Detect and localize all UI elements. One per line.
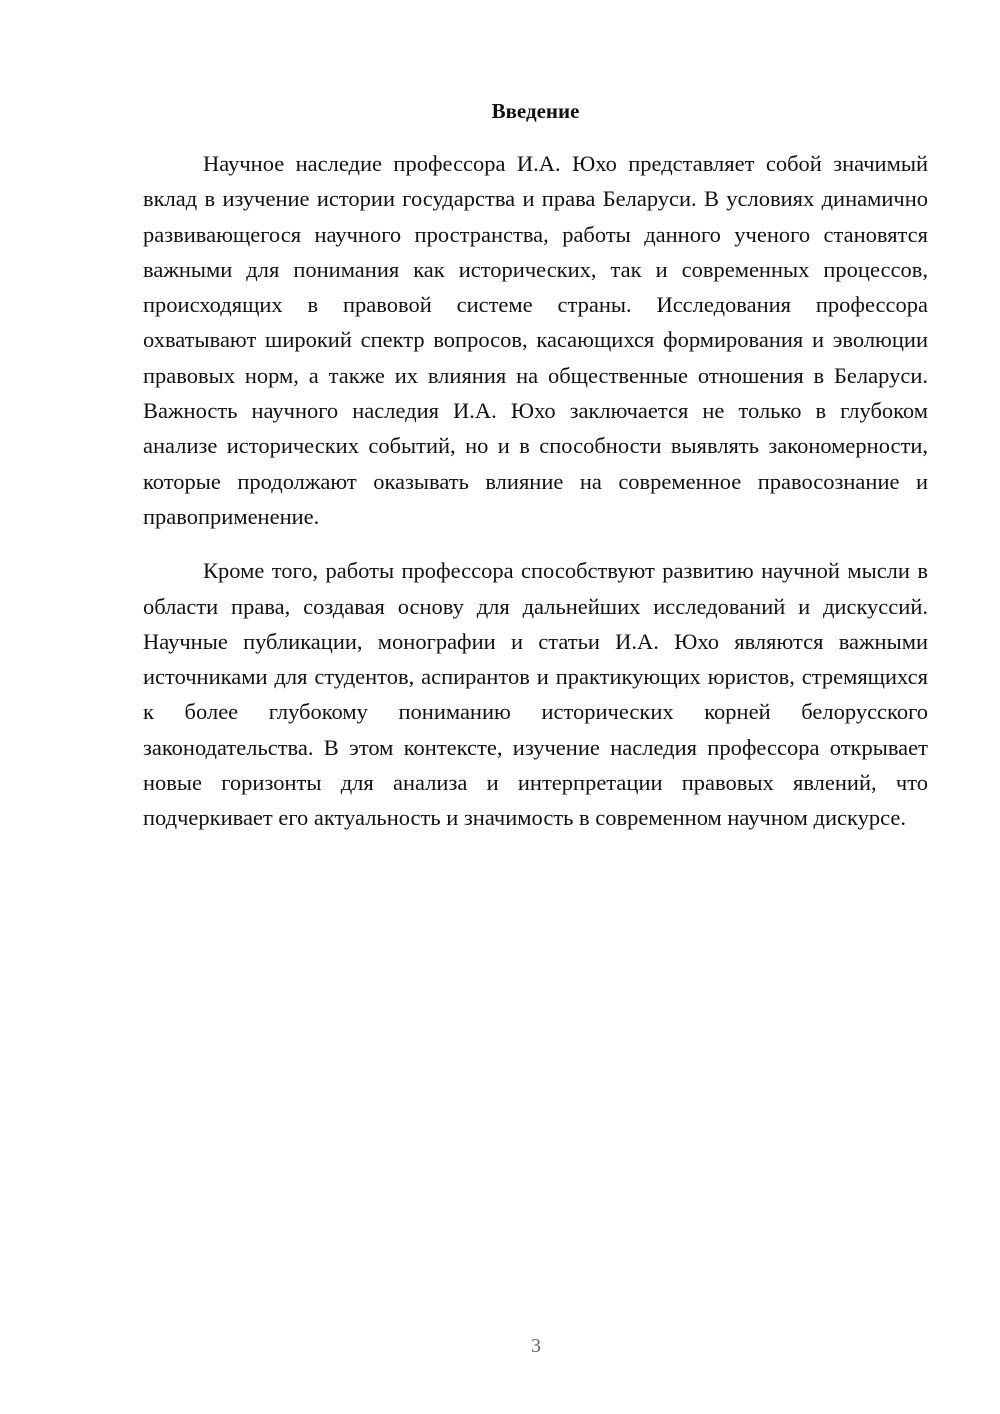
paragraph-1: Научное наследие профессора И.А. Юхо представляет собой значимый вклад в изучение истории государства и права Беларуси. В условиях динамично развивающегося научного пространства, работы данного ученого становятся важными для понимания как исторических, так и современных процессов, происходящих в правовой системе страны. Исследования профессора охватывают широкий спектр вопросов, касающихся формирования и эволюции правовых норм, а также их влияния на общественные отношения в Беларуси. Важность научного наследия И.А. Юхо заключается не только в глубоком анализе исторических событий, но и в способности выявлять закономерности, которые продолжают оказывать влияние на современное правосознание и правоприменение. bbox=[143, 151, 928, 529]
page-content bbox=[143, 98, 928, 836]
paragraph-2: Кроме того, работы профессора способствуют развитию научной мысли в области права, создавая основу для дальнейших исследований и дискуссий. Научные публикации, монографии и статьи И.А. Юхо являются важными источниками для студентов, аспирантов и практикующих юристов, стремящихся к более глубокому пониманию исторических корней белорусского законодательства. В этом контексте, изучение наследия профессора открывает новые горизонты для анализа и интерпретации правовых явлений, что подчеркивает его актуальность и значимость в современном научном дискурсе. bbox=[143, 558, 928, 831]
section-heading: Введение bbox=[491, 99, 580, 123]
page-number: 3 bbox=[531, 1335, 541, 1357]
